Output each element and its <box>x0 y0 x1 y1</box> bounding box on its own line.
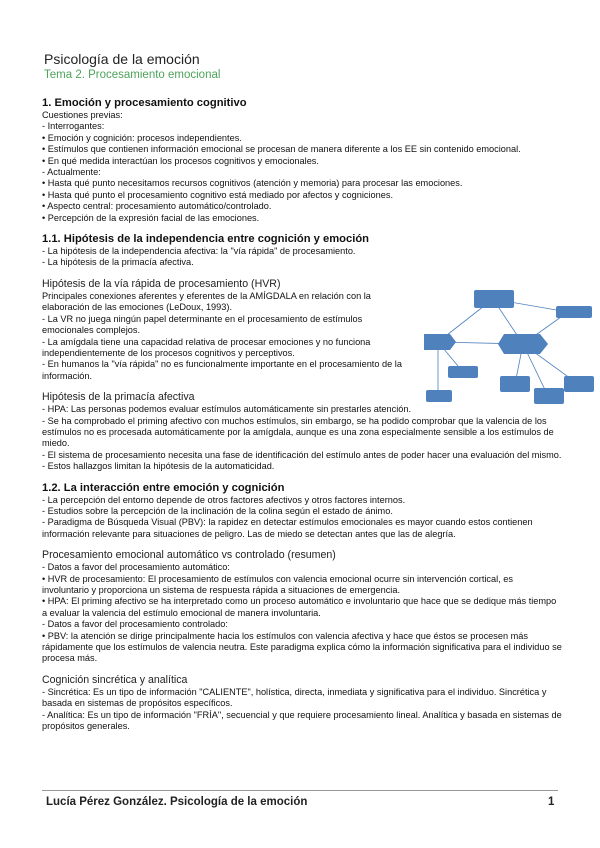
text-line: - Paradigma de Búsqueda Visual (PBV): la rapidez en detectar estímulos emocionales es mayor cuando estos contienen información relevante para situaciones de peligro. Las de miedo se detectan antes que las de alegría. <box>42 517 533 539</box>
section-1-lines <box>42 110 562 224</box>
text-line: - Analítica: Es un tipo de información "FRÍA", secuencial y que requiere procesamiento lineal. Analítica y basada en sistemas de propósitos generales. <box>42 709 562 732</box>
section-1-heading: 1. Emoción y procesamiento cognitivo <box>42 97 247 109</box>
diagram-node-response-2 <box>534 388 564 404</box>
diagram-node-input <box>426 390 452 402</box>
cognition-heading: Cognición sincrética y analítica <box>42 673 188 686</box>
text-line: - La VR no juega ningún papel determinante en el procesamiento de estímulos emocionales complejos. <box>42 313 363 336</box>
hvr-lines <box>42 291 404 382</box>
section-1-1-lines <box>42 246 562 269</box>
text-line: • Aspecto central: procesamiento automático/controlado. <box>42 201 272 212</box>
cognition-lines <box>42 687 562 733</box>
text-line: - La hipótesis de la primacía afectiva. <box>42 257 194 268</box>
text-line: - Estudios sobre la percepción de la inclinación de la colina según el estado de ánimo. <box>42 505 393 516</box>
hpa-lines <box>42 404 562 472</box>
text-line: Cuestiones previas: <box>42 110 123 120</box>
section-1-2-lines <box>42 495 562 541</box>
text-line: • PBV: la atención se dirige principalmente hacia los estímulos con valencia afectiva y hace que éstos se procesen más rápidamente que los estímulos de valencia neutra. Este paradigma explica cómo la información significativa para el individuo se procesa más. <box>42 630 562 664</box>
diagram-node-hippocampus <box>556 306 592 318</box>
auto-vs-controlled-lines <box>42 562 562 665</box>
text-line: • Hasta qué punto necesitamos recursos cognitivos (atención y memoria) para procesar las emociones. <box>42 178 463 189</box>
text-line: • HPA: El priming afectivo se ha interpretado como un proceso automático e involuntario que hace que se dedique más tiempo a evaluar la valencia del estímulo emocional de manera involuntaria. <box>42 596 557 618</box>
footer-divider <box>42 790 558 791</box>
document-title: Psicología de la emoción <box>44 51 200 67</box>
text-line: - La amígdala tiene una capacidad relativa de procesar emociones y no funciona independientemente de los procesos cognitivos y perceptivos. <box>42 336 371 358</box>
text-line: - Sincrética: Es un tipo de información "CALIENTE", holística, directa, inmediata y significativa para el individuo. Sincrética y basada en sistemas de propósitos específicos. <box>42 686 547 709</box>
document-subtitle: Tema 2. Procesamiento emocional <box>44 69 221 81</box>
auto-vs-controlled-heading: Procesamiento emocional automático vs controlado (resumen) <box>42 549 336 562</box>
text-line: - Estos hallazgos limitan la hipótesis de la automaticidad. <box>42 461 275 472</box>
text-line: • Emoción y cognición: procesos independientes. <box>42 132 242 143</box>
text-line: • Hasta qué punto el procesamiento cognitivo está mediado por afectos y cogniciones. <box>42 189 394 200</box>
text-line: • Percepción de la expresión facial de las emociones. <box>42 212 260 223</box>
text-line: - Datos a favor del procesamiento controlado: <box>42 619 228 630</box>
amygdala-connections-diagram <box>418 284 596 414</box>
text-line: - El sistema de procesamiento necesita una fase de identificación del estímulo antes de poder hacer una evaluación del mismo. <box>42 449 562 460</box>
text-line: - Datos a favor del procesamiento automático: <box>42 562 230 573</box>
text-line: • En qué medida interactúan los procesos cognitivos y emocionales. <box>42 155 319 166</box>
text-line: • Estímulos que contienen información emocional se procesan de manera diferente a los EE sin contenido emocional. <box>42 144 521 155</box>
section-1-2-heading: 1.2. La interacción entre emoción y cognición <box>42 481 285 494</box>
text-line: • HVR de procesamiento: El procesamiento de estímulos con valencia emocional ocurre sin intervención cortical, es involuntario y proporciona un sistema de respuesta rápida a situaciones de emergencia. <box>42 573 513 595</box>
diagram-node-cortex <box>474 290 514 308</box>
text-line: - Interrogantes: <box>42 121 105 132</box>
footer-page-number: 1 <box>548 796 555 808</box>
diagram-node-response-1 <box>500 376 530 392</box>
hpa-heading: Hipótesis de la primacía afectiva <box>42 391 195 404</box>
diagram-node-stimulus <box>448 366 478 378</box>
text-line: - La hipótesis de la independencia afectiva: la "vía rápida" de procesamiento. <box>42 246 356 257</box>
diagram-node-thalamus <box>424 334 456 350</box>
diagram-node-amygdala <box>498 334 548 354</box>
footer-author: Lucía Pérez González. Psicología de la emoción <box>46 796 308 808</box>
text-line: - Actualmente: <box>42 167 101 178</box>
diagram-node-response-3 <box>564 376 594 392</box>
hvr-heading: Hipótesis de la vía rápida de procesamiento (HVR) <box>42 277 281 290</box>
text-line: Principales conexiones aferentes y eferentes de la AMÍGDALA en relación con la elaboración de las emociones (LeDoux, 1993). <box>42 290 371 313</box>
text-line: - HPA: Las personas podemos evaluar estímulos automáticamente sin prestarles atención. <box>42 404 412 415</box>
section-1-1-heading: 1.1. Hipótesis de la independencia entre cognición y emoción <box>42 233 370 246</box>
document-body <box>42 97 562 732</box>
text-line: - En humanos la "vía rápida" no es funcionalmente importante en el procesamiento de la información. <box>42 359 402 381</box>
text-line: - Se ha comprobado el priming afectivo con muchos estímulos, sin embargo, se ha podido comprobar que la valencia de los estímulos no es procesada automáticamente por la amígdala, aunque es una zona especialmente sensible a los estímulos de miedo. <box>42 415 554 449</box>
text-line: - La percepción del entorno depende de otros factores afectivos y otros factores internos. <box>42 494 406 505</box>
